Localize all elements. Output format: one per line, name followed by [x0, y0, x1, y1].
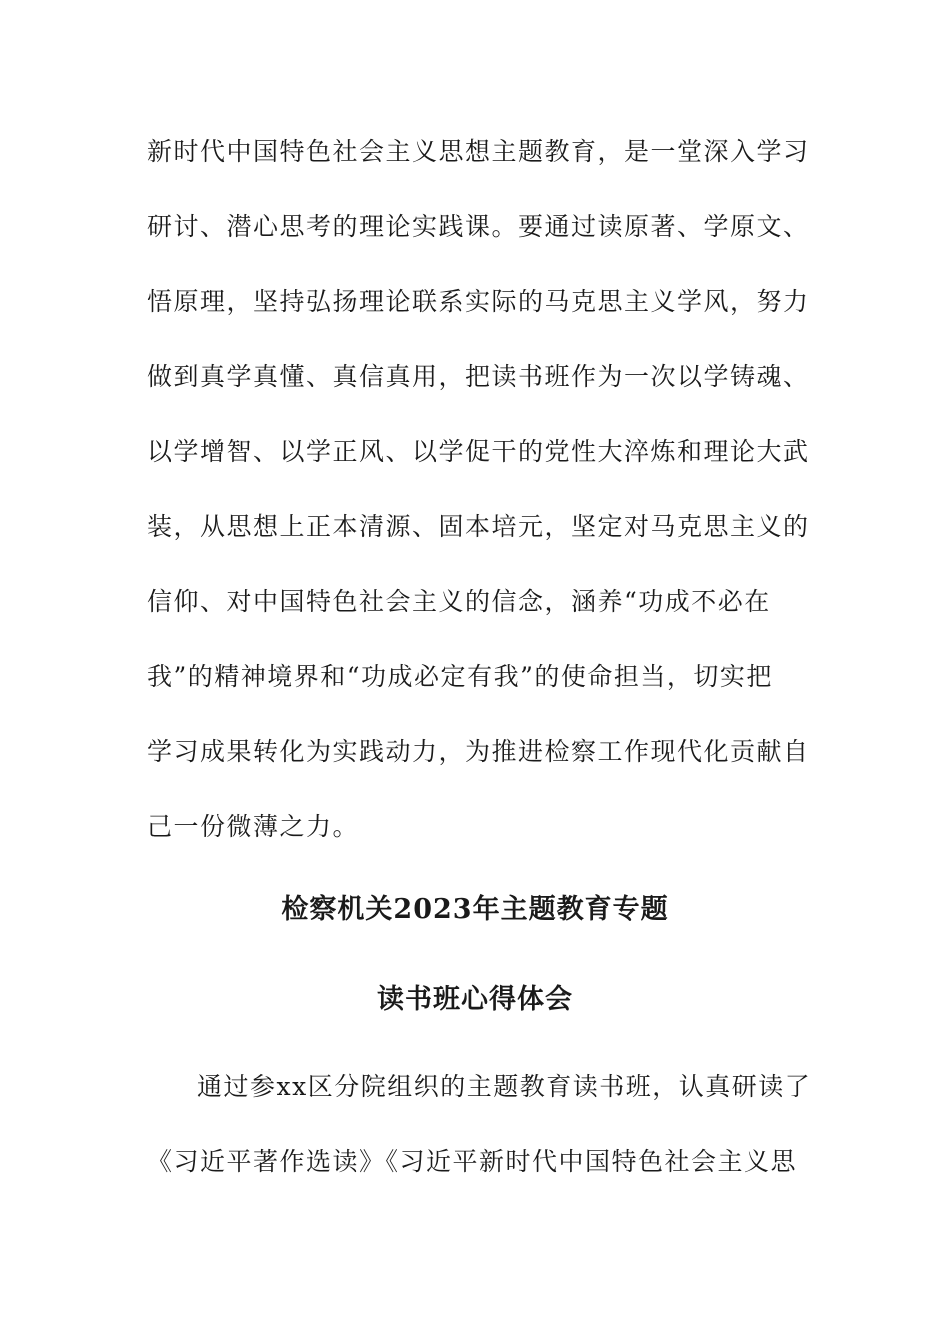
- paragraph-line: 以学增智、以学正风、以学促干的党性大淬炼和理论大武: [147, 437, 810, 466]
- paragraph-line: 装，从思想上正本清源、固本培元，坚定对马克思主义的: [147, 512, 810, 541]
- paragraph-line: 通过参xx区分院组织的主题教育读书班，认真研读了: [197, 1072, 812, 1101]
- paragraph-line: 学习成果转化为实践动力，为推进检察工作现代化贡献自: [147, 737, 810, 766]
- paragraph-line: 做到真学真懂、真信真用，把读书班作为一次以学铸魂、: [147, 362, 810, 391]
- paragraph-line: 《习近平著作选读》《习近平新时代中国特色社会主义思: [147, 1147, 798, 1176]
- paragraph-line: 己一份微薄之力。: [147, 812, 360, 841]
- document-title: 检察机关2023年主题教育专题: [281, 894, 669, 925]
- paragraph-line: 信仰、对中国特色社会主义的信念，涵养“功成不必在: [147, 587, 771, 616]
- paragraph-line: 悟原理，坚持弘扬理论联系实际的马克思主义学风，努力: [147, 287, 810, 316]
- document-subtitle: 读书班心得体会: [377, 984, 573, 1015]
- paragraph-line: 研讨、潜心思考的理论实践课。要通过读原著、学原文、: [147, 212, 810, 241]
- paragraph-line: 新时代中国特色社会主义思想主题教育，是一堂深入学习: [147, 137, 810, 166]
- paragraph-line: 我”的精神境界和“功成必定有我”的使命担当，切实把: [147, 662, 773, 691]
